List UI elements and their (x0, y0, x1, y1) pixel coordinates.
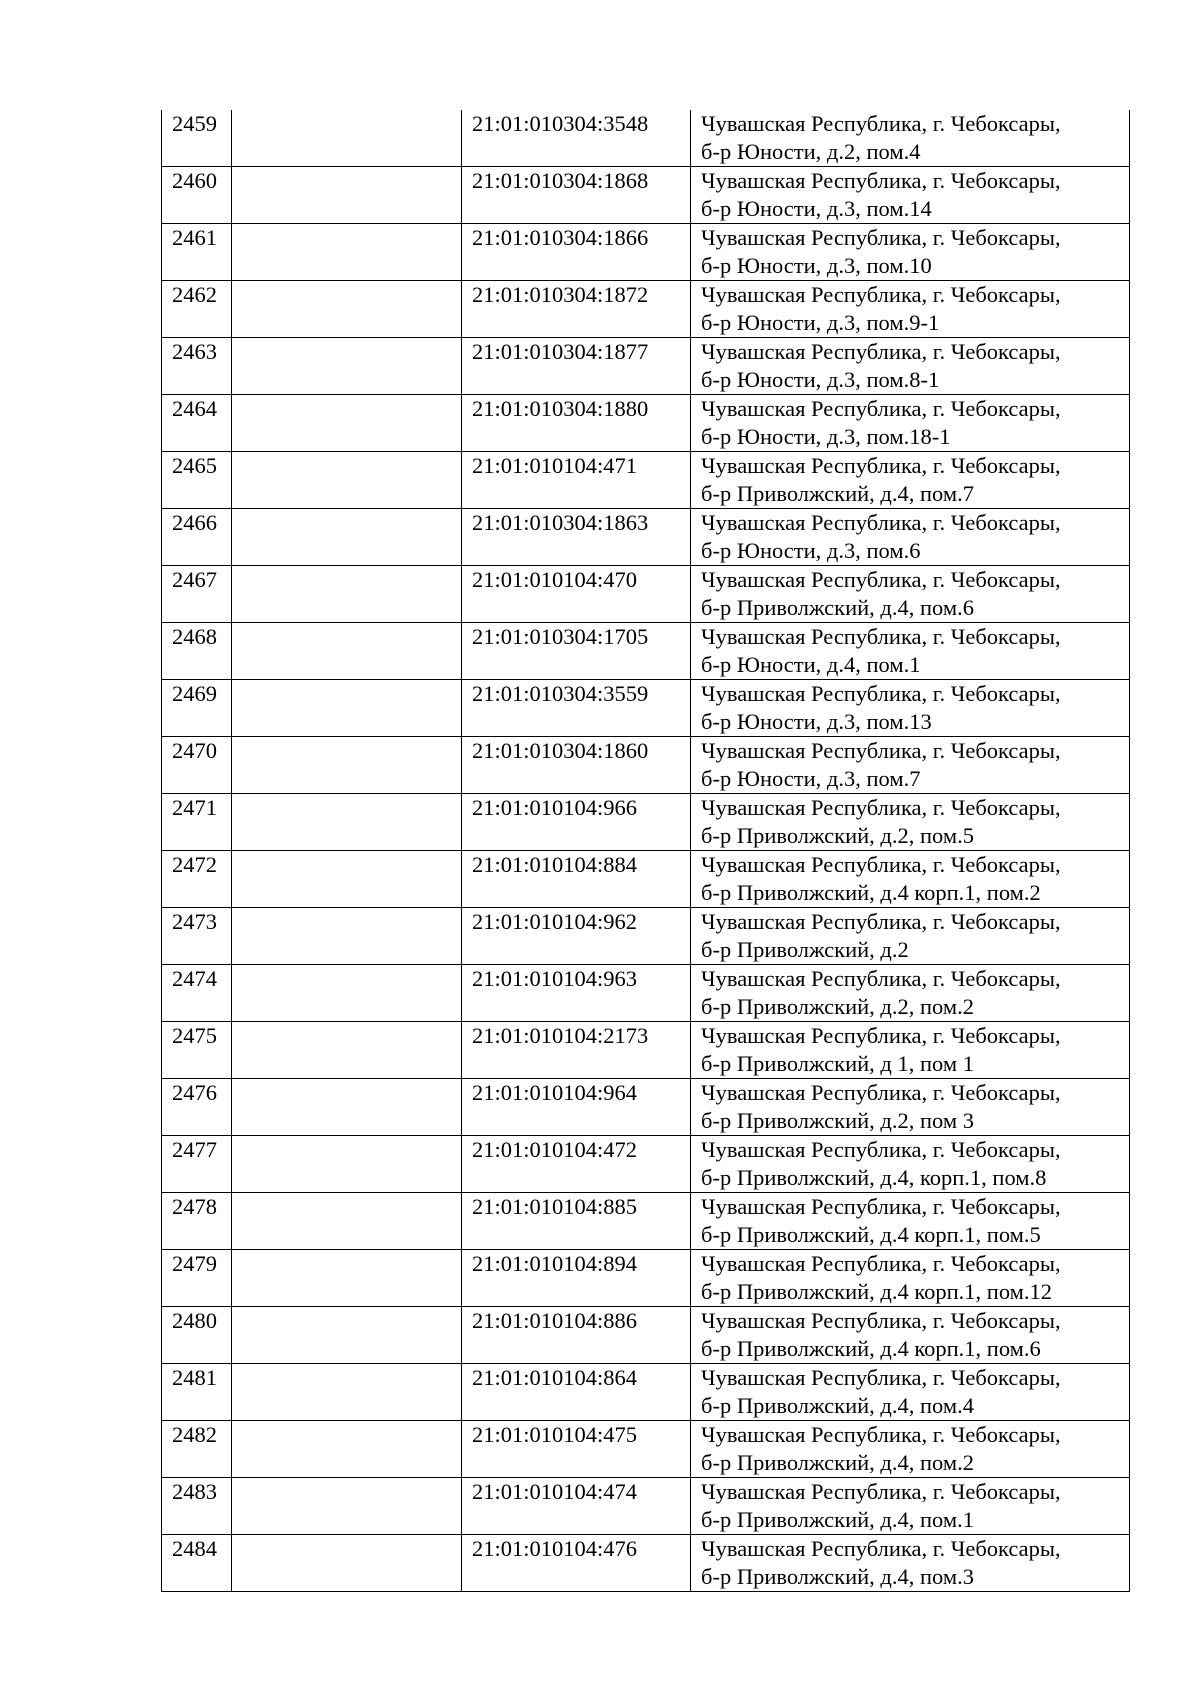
row-number-cell: 2473 (162, 908, 232, 965)
address-cell (691, 1307, 1130, 1364)
row-number-cell: 2463 (162, 338, 232, 395)
registry-table-body (162, 110, 1130, 1592)
address-line-2: б-р Юности, д.3, пом.18-1 (701, 424, 951, 449)
address-cell (691, 851, 1130, 908)
row-number-cell: 2462 (162, 281, 232, 338)
row-number-cell: 2480 (162, 1307, 232, 1364)
row-number-cell: 2464 (162, 395, 232, 452)
name-cell (232, 1079, 462, 1136)
table-row (162, 623, 1130, 680)
cadastral-number-cell: 21:01:010304:1705 (462, 623, 691, 680)
address-line-1: Чувашская Республика, г. Чебоксары, (701, 168, 1061, 193)
address-line-1: Чувашская Республика, г. Чебоксары, (701, 567, 1061, 592)
address-line-1: Чувашская Республика, г. Чебоксары, (701, 1251, 1061, 1276)
address-line-1: Чувашская Республика, г. Чебоксары, (701, 1023, 1061, 1048)
cadastral-number-cell: 21:01:010104:966 (462, 794, 691, 851)
address-line-2: б-р Приволжский, д.4 корп.1, пом.2 (701, 880, 1041, 905)
address-line-2: б-р Юности, д.3, пом.14 (701, 196, 932, 221)
cadastral-number-cell: 21:01:010104:894 (462, 1250, 691, 1307)
address-line-2: б-р Приволжский, д.4 корп.1, пом.5 (701, 1222, 1041, 1247)
table-row (162, 1193, 1130, 1250)
address-cell (691, 680, 1130, 737)
row-number-cell: 2482 (162, 1421, 232, 1478)
cadastral-number-cell: 21:01:010304:1877 (462, 338, 691, 395)
address-line-1: Чувашская Республика, г. Чебоксары, (701, 453, 1061, 478)
address-line-2: б-р Приволжский, д.4, пом.3 (701, 1564, 974, 1589)
table-row (162, 566, 1130, 623)
address-line-2: б-р Приволжский, д 1, пом 1 (701, 1051, 974, 1076)
address-line-2: б-р Приволжский, д.4, пом.4 (701, 1393, 974, 1418)
row-number-cell: 2468 (162, 623, 232, 680)
address-line-2: б-р Юности, д.2, пом.4 (701, 139, 921, 164)
row-number-cell: 2460 (162, 167, 232, 224)
row-number-cell: 2477 (162, 1136, 232, 1193)
cadastral-number-cell: 21:01:010304:1860 (462, 737, 691, 794)
address-cell (691, 509, 1130, 566)
row-number-cell: 2469 (162, 680, 232, 737)
address-line-1: Чувашская Республика, г. Чебоксары, (701, 1365, 1061, 1390)
address-line-2: б-р Приволжский, д.2, пом.2 (701, 994, 974, 1019)
name-cell (232, 1535, 462, 1592)
address-line-1: Чувашская Республика, г. Чебоксары, (701, 1194, 1061, 1219)
address-cell (691, 167, 1130, 224)
table-row (162, 395, 1130, 452)
row-number-cell: 2461 (162, 224, 232, 281)
address-line-2: б-р Приволжский, д.4, пом.6 (701, 595, 974, 620)
cadastral-number-cell: 21:01:010104:964 (462, 1079, 691, 1136)
address-cell (691, 965, 1130, 1022)
address-cell (691, 1250, 1130, 1307)
row-number-cell: 2471 (162, 794, 232, 851)
table-row (162, 1364, 1130, 1421)
address-line-1: Чувашская Республика, г. Чебоксары, (701, 1080, 1061, 1105)
cadastral-number-cell: 21:01:010104:884 (462, 851, 691, 908)
address-line-2: б-р Юности, д.3, пом.8-1 (701, 367, 940, 392)
row-number-cell: 2484 (162, 1535, 232, 1592)
row-number-cell: 2483 (162, 1478, 232, 1535)
address-line-1: Чувашская Республика, г. Чебоксары, (701, 1308, 1061, 1333)
address-line-1: Чувашская Республика, г. Чебоксары, (701, 738, 1061, 763)
row-number-cell: 2478 (162, 1193, 232, 1250)
address-line-1: Чувашская Республика, г. Чебоксары, (701, 909, 1061, 934)
address-cell (691, 737, 1130, 794)
name-cell (232, 281, 462, 338)
table-row (162, 737, 1130, 794)
address-cell (691, 1421, 1130, 1478)
cadastral-number-cell: 21:01:010304:1863 (462, 509, 691, 566)
cadastral-number-cell: 21:01:010104:476 (462, 1535, 691, 1592)
cadastral-number-cell: 21:01:010104:471 (462, 452, 691, 509)
address-line-2: б-р Юности, д.3, пом.10 (701, 253, 932, 278)
address-cell (691, 794, 1130, 851)
table-row (162, 965, 1130, 1022)
address-line-2: б-р Приволжский, д.4 корп.1, пом.12 (701, 1279, 1053, 1304)
address-cell (691, 452, 1130, 509)
address-cell (691, 1022, 1130, 1079)
cadastral-number-cell: 21:01:010304:1868 (462, 167, 691, 224)
table-row (162, 680, 1130, 737)
address-line-1: Чувашская Республика, г. Чебоксары, (701, 795, 1061, 820)
address-line-2: б-р Приволжский, д.2 (701, 937, 909, 962)
address-line-1: Чувашская Республика, г. Чебоксары, (701, 339, 1061, 364)
name-cell (232, 1364, 462, 1421)
address-line-1: Чувашская Республика, г. Чебоксары, (701, 624, 1061, 649)
cadastral-number-cell: 21:01:010104:886 (462, 1307, 691, 1364)
name-cell (232, 509, 462, 566)
address-cell (691, 224, 1130, 281)
name-cell (232, 965, 462, 1022)
name-cell (232, 1421, 462, 1478)
address-cell (691, 338, 1130, 395)
table-row (162, 1250, 1130, 1307)
name-cell (232, 395, 462, 452)
address-line-2: б-р Юности, д.3, пом.7 (701, 766, 921, 791)
table-row (162, 281, 1130, 338)
name-cell (232, 908, 462, 965)
table-row (162, 452, 1130, 509)
row-number-cell: 2476 (162, 1079, 232, 1136)
name-cell (232, 1022, 462, 1079)
table-row (162, 509, 1130, 566)
address-cell (691, 1535, 1130, 1592)
cadastral-number-cell: 21:01:010104:885 (462, 1193, 691, 1250)
row-number-cell: 2467 (162, 566, 232, 623)
table-row (162, 1022, 1130, 1079)
name-cell (232, 452, 462, 509)
address-cell (691, 1478, 1130, 1535)
address-cell (691, 395, 1130, 452)
address-line-1: Чувашская Республика, г. Чебоксары, (701, 966, 1061, 991)
address-line-2: б-р Приволжский, д.2, пом 3 (701, 1108, 974, 1133)
name-cell (232, 1478, 462, 1535)
address-line-1: Чувашская Республика, г. Чебоксары, (701, 1536, 1061, 1561)
table-row (162, 1307, 1130, 1364)
address-line-2: б-р Юности, д.4, пом.1 (701, 652, 921, 677)
row-number-cell: 2466 (162, 509, 232, 566)
address-line-1: Чувашская Республика, г. Чебоксары, (701, 510, 1061, 535)
address-line-1: Чувашская Республика, г. Чебоксары, (701, 1137, 1061, 1162)
table-row (162, 794, 1130, 851)
name-cell (232, 110, 462, 167)
address-line-2: б-р Приволжский, д.4, пом.2 (701, 1450, 974, 1475)
name-cell (232, 1193, 462, 1250)
cadastral-number-cell: 21:01:010104:962 (462, 908, 691, 965)
table-row (162, 1478, 1130, 1535)
address-line-1: Чувашская Республика, г. Чебоксары, (701, 111, 1061, 136)
name-cell (232, 623, 462, 680)
row-number-cell: 2481 (162, 1364, 232, 1421)
address-line-2: б-р Юности, д.3, пом.9-1 (701, 310, 940, 335)
address-cell (691, 623, 1130, 680)
name-cell (232, 794, 462, 851)
cadastral-number-cell: 21:01:010304:1880 (462, 395, 691, 452)
table-row (162, 1136, 1130, 1193)
address-line-2: б-р Приволжский, д.4 корп.1, пом.6 (701, 1336, 1041, 1361)
address-cell (691, 566, 1130, 623)
row-number-cell: 2474 (162, 965, 232, 1022)
address-cell (691, 1364, 1130, 1421)
name-cell (232, 680, 462, 737)
name-cell (232, 566, 462, 623)
cadastral-number-cell: 21:01:010104:472 (462, 1136, 691, 1193)
cadastral-number-cell: 21:01:010304:1866 (462, 224, 691, 281)
row-number-cell: 2465 (162, 452, 232, 509)
address-line-1: Чувашская Республика, г. Чебоксары, (701, 225, 1061, 250)
row-number-cell: 2459 (162, 110, 232, 167)
cadastral-number-cell: 21:01:010104:474 (462, 1478, 691, 1535)
table-row (162, 851, 1130, 908)
cadastral-number-cell: 21:01:010104:475 (462, 1421, 691, 1478)
row-number-cell: 2472 (162, 851, 232, 908)
cadastral-number-cell: 21:01:010104:963 (462, 965, 691, 1022)
cadastral-number-cell: 21:01:010304:3559 (462, 680, 691, 737)
cadastral-number-cell: 21:01:010104:2173 (462, 1022, 691, 1079)
name-cell (232, 851, 462, 908)
address-line-2: б-р Приволжский, д.4, пом.1 (701, 1507, 974, 1532)
address-line-1: Чувашская Республика, г. Чебоксары, (701, 681, 1061, 706)
row-number-cell: 2479 (162, 1250, 232, 1307)
address-line-1: Чувашская Республика, г. Чебоксары, (701, 852, 1061, 877)
row-number-cell: 2470 (162, 737, 232, 794)
address-line-2: б-р Приволжский, д.2, пом.5 (701, 823, 974, 848)
address-line-2: б-р Юности, д.3, пом.13 (701, 709, 932, 734)
address-cell (691, 1136, 1130, 1193)
property-registry-table (161, 110, 1130, 1592)
address-line-2: б-р Приволжский, д.4, пом.7 (701, 481, 974, 506)
name-cell (232, 1307, 462, 1364)
address-line-2: б-р Юности, д.3, пом.6 (701, 538, 921, 563)
row-number-cell: 2475 (162, 1022, 232, 1079)
address-line-2: б-р Приволжский, д.4, корп.1, пом.8 (701, 1165, 1047, 1190)
table-row (162, 224, 1130, 281)
cadastral-number-cell: 21:01:010304:1872 (462, 281, 691, 338)
cadastral-number-cell: 21:01:010104:470 (462, 566, 691, 623)
address-line-1: Чувашская Республика, г. Чебоксары, (701, 282, 1061, 307)
name-cell (232, 1250, 462, 1307)
table-row (162, 1421, 1130, 1478)
address-line-1: Чувашская Республика, г. Чебоксары, (701, 396, 1061, 421)
table-row (162, 338, 1130, 395)
name-cell (232, 737, 462, 794)
address-cell (691, 110, 1130, 167)
address-line-1: Чувашская Республика, г. Чебоксары, (701, 1479, 1061, 1504)
name-cell (232, 167, 462, 224)
cadastral-number-cell: 21:01:010104:864 (462, 1364, 691, 1421)
table-row (162, 1079, 1130, 1136)
table-row (162, 908, 1130, 965)
name-cell (232, 224, 462, 281)
table-row (162, 1535, 1130, 1592)
cadastral-number-cell: 21:01:010304:3548 (462, 110, 691, 167)
address-cell (691, 281, 1130, 338)
name-cell (232, 338, 462, 395)
address-cell (691, 1079, 1130, 1136)
address-line-1: Чувашская Республика, г. Чебоксары, (701, 1422, 1061, 1447)
address-cell (691, 908, 1130, 965)
name-cell (232, 1136, 462, 1193)
table-row (162, 110, 1130, 167)
address-cell (691, 1193, 1130, 1250)
table-row (162, 167, 1130, 224)
